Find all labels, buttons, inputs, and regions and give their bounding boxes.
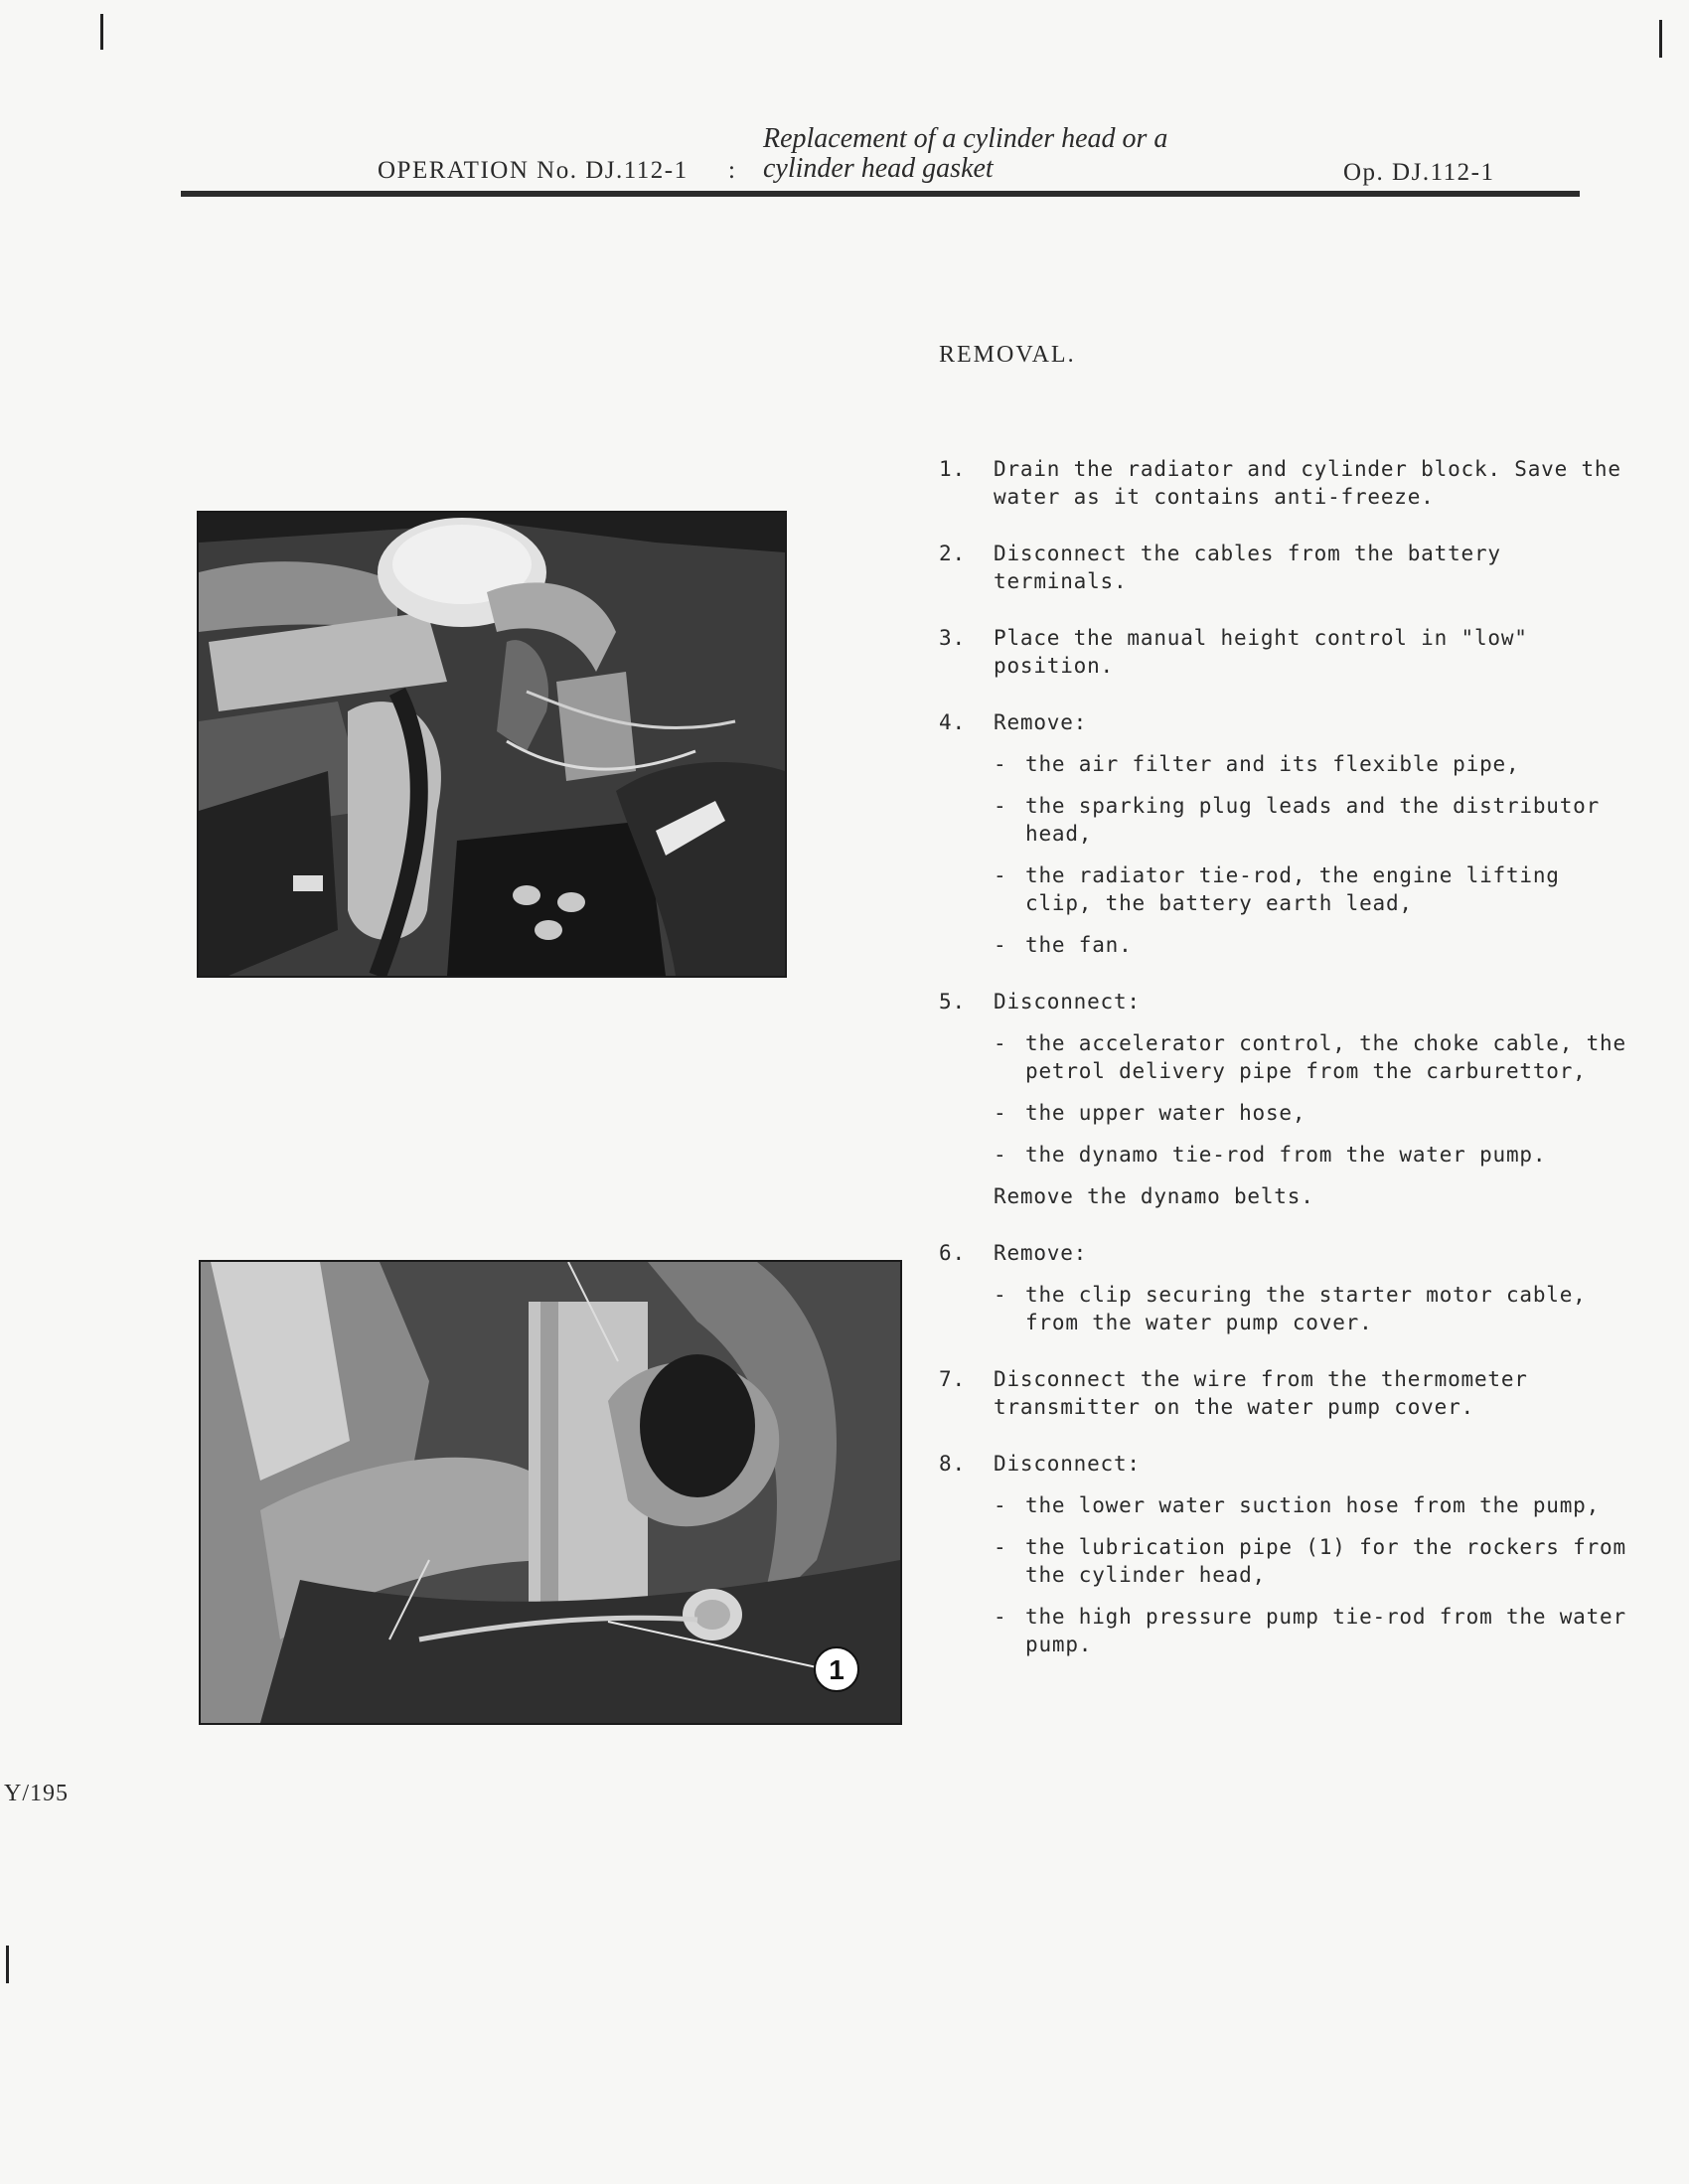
operation-title-line2: cylinder head gasket [763, 153, 994, 184]
step-subitem [994, 1029, 1634, 1085]
step-followup-text: Remove the dynamo belts. [994, 1184, 1314, 1208]
callout-1-label: 1 [829, 1654, 844, 1685]
subitem-text: the air filter and its flexible pipe, [1025, 752, 1520, 776]
bullet-dash: - [994, 1605, 1007, 1629]
step-subitem [994, 750, 1634, 778]
step-8 [939, 1450, 1634, 1658]
binder-mark-top-right [1659, 20, 1662, 58]
step-text: Remove: [994, 710, 1088, 734]
bullet-dash: - [994, 933, 1007, 957]
step-text: Place the manual height control in "low" position. [994, 626, 1528, 678]
step-number: 8. [939, 1452, 966, 1476]
header-rule [181, 191, 1580, 197]
step-2 [939, 540, 1634, 595]
subitem-text: the fan. [1025, 933, 1133, 957]
step-number: 6. [939, 1241, 966, 1265]
engine-bay-photo [197, 511, 787, 978]
bullet-dash: - [994, 863, 1007, 887]
bullet-dash: - [994, 1535, 1007, 1559]
step-number: 5. [939, 990, 966, 1014]
header-colon: : [728, 157, 735, 184]
step-5 [939, 988, 1634, 1210]
removal-steps [939, 455, 1634, 1687]
step-text: Disconnect: [994, 1452, 1141, 1476]
subitem-text: the high pressure pump tie-rod from the water pump. [1025, 1605, 1626, 1656]
water-pump-photo [199, 1260, 902, 1725]
step-number: 2. [939, 542, 966, 565]
step-3 [939, 624, 1634, 680]
step-text: Disconnect: [994, 990, 1141, 1014]
operation-reference: Op. DJ.112-1 [1343, 159, 1495, 186]
step-subitem [994, 792, 1634, 848]
bullet-dash: - [994, 1493, 1007, 1517]
subitem-text: the lower water suction hose from the pump, [1025, 1493, 1601, 1517]
section-title: REMOVAL. [939, 342, 1076, 368]
binder-mark-bottom-left [6, 1946, 9, 1983]
step-number: 1. [939, 457, 966, 481]
binder-mark-top-left [100, 14, 103, 50]
step-subitem [994, 861, 1634, 917]
step-subitem [994, 1603, 1634, 1658]
page-code: Y/195 [4, 1781, 69, 1806]
step-number: 3. [939, 626, 966, 650]
bullet-dash: - [994, 1143, 1007, 1167]
bullet-dash: - [994, 794, 1007, 818]
step-1 [939, 455, 1634, 511]
step-subitem [994, 1141, 1634, 1169]
step-subitem [994, 1281, 1634, 1336]
bullet-dash: - [994, 1283, 1007, 1307]
subitem-text: the accelerator control, the choke cable, the petrol delivery pipe from the carburettor, [1025, 1031, 1626, 1083]
step-subitem [994, 1491, 1634, 1519]
step-6 [939, 1239, 1634, 1336]
bullet-dash: - [994, 1031, 1007, 1055]
subitem-text: the upper water hose, [1025, 1101, 1306, 1125]
subitem-text: the clip securing the starter motor cable, from the water pump cover. [1025, 1283, 1587, 1334]
operation-title-line1: Replacement of a cylinder head or a [763, 123, 1168, 154]
step-text: Disconnect the cables from the battery terminals. [994, 542, 1501, 593]
step-subitem [994, 1099, 1634, 1127]
step-subitem [994, 1533, 1634, 1589]
operation-number: OPERATION No. DJ.112-1 [378, 157, 689, 184]
subitem-text: the sparking plug leads and the distributor head, [1025, 794, 1601, 846]
bullet-dash: - [994, 1101, 1007, 1125]
subitem-text: the dynamo tie-rod from the water pump. [1025, 1143, 1547, 1167]
subitem-text: the lubrication pipe (1) for the rockers from the cylinder head, [1025, 1535, 1626, 1587]
bullet-dash: - [994, 752, 1007, 776]
step-4 [939, 708, 1634, 959]
step-7 [939, 1365, 1634, 1421]
step-number: 4. [939, 710, 966, 734]
step-text: Remove: [994, 1241, 1088, 1265]
step-subitem [994, 931, 1634, 959]
step-number: 7. [939, 1367, 966, 1391]
step-text: Drain the radiator and cylinder block. Save the water as it contains anti-freeze. [994, 457, 1621, 509]
subitem-text: the radiator tie-rod, the engine lifting clip, the battery earth lead, [1025, 863, 1560, 915]
step-text: Disconnect the wire from the thermometer transmitter on the water pump cover. [994, 1367, 1528, 1419]
